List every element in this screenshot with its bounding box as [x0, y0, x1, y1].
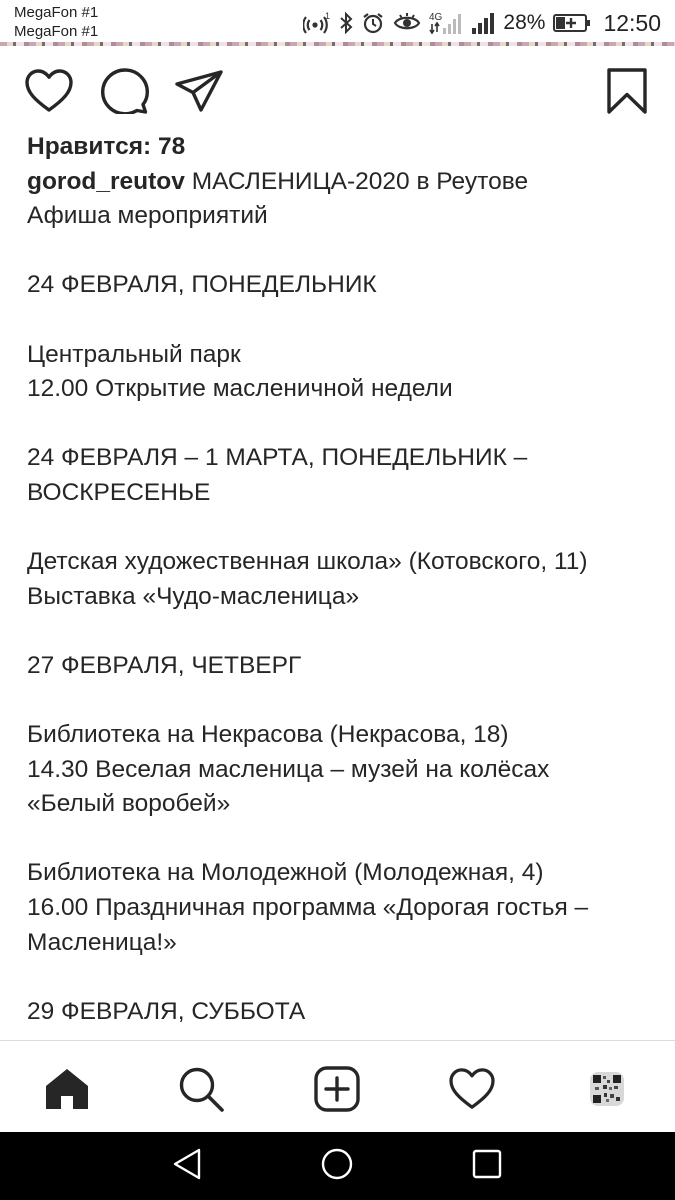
post-actions — [0, 58, 675, 124]
like-heart-icon — [25, 69, 73, 113]
post-details — [27, 130, 652, 1029]
share-button[interactable] — [172, 58, 226, 124]
recents-square-icon — [472, 1149, 502, 1184]
activity-heart-icon — [449, 1068, 495, 1110]
nav-recents-button[interactable] — [467, 1146, 507, 1186]
carrier-1-label: MegaFon #1 — [14, 4, 99, 21]
tab-activity[interactable] — [442, 1059, 502, 1119]
share-direct-icon — [175, 70, 223, 112]
save-button[interactable] — [600, 58, 654, 124]
home-circle-icon — [321, 1148, 353, 1185]
network-type-label: 4G — [429, 12, 443, 23]
home-icon — [44, 1067, 90, 1111]
caption-first-line: МАСЛЕНИЦА-2020 в Реутове — [184, 167, 529, 195]
tab-new-post[interactable] — [307, 1059, 367, 1119]
battery-charging-icon — [553, 13, 591, 33]
tab-profile[interactable] — [577, 1059, 637, 1119]
mobile-data-icon — [429, 10, 463, 36]
svg-text:1: 1 — [325, 11, 331, 21]
search-icon — [178, 1066, 224, 1112]
hotspot-icon — [303, 11, 331, 35]
alarm-icon — [361, 11, 385, 35]
status-icons — [303, 7, 661, 39]
like-button[interactable] — [22, 58, 76, 124]
tab-search[interactable] — [171, 1059, 231, 1119]
post-username[interactable]: gorod_reutov — [27, 167, 185, 195]
bottom-tab-bar — [0, 1040, 675, 1132]
caption-body: Афиша мероприятий 24 ФЕВРАЛЯ, ПОНЕДЕЛЬНИК Центральный парк 12.00 Открытие масленичной недели 24 ФЕВРАЛЯ – 1 МАРТА, ПОНЕДЕЛЬНИК – ВОСКРЕСЕНЬЕ Детская художественная школа» (Котовского, 11) Выставка «Чудо-масленица» 27 ФЕВРАЛЯ, ЧЕТВЕРГ Библиотека на Некрасова (Некрасова, 18) 14.30 Веселая масленица – музей на колёсах «Белый воробей» Библиотека на Молодежной (Молодежная, 4) 16.00 Праздничная программа «Дорогая гостья – Масленица!» 29 ФЕВРАЛЯ, СУББОТА — [27, 202, 589, 1025]
system-navigation-bar — [0, 1132, 675, 1200]
battery-percent: 28% — [503, 11, 546, 34]
carrier-2-label: MegaFon #1 — [14, 23, 99, 40]
status-bar — [0, 0, 675, 46]
nav-home-button[interactable] — [317, 1146, 357, 1186]
eye-comfort-icon — [393, 12, 421, 34]
new-post-icon — [314, 1066, 360, 1112]
photo-edge-strip — [0, 42, 675, 46]
nav-back-button[interactable] — [167, 1146, 207, 1186]
bookmark-icon — [606, 68, 648, 114]
tab-home[interactable] — [37, 1059, 97, 1119]
likes-count[interactable]: Нравится: 78 — [27, 133, 186, 160]
bluetooth-icon — [339, 11, 353, 35]
clock: 12:50 — [603, 9, 661, 36]
back-triangle-icon — [172, 1148, 202, 1185]
comment-icon — [101, 68, 149, 114]
post-caption — [27, 165, 652, 1030]
comment-button[interactable] — [98, 58, 152, 124]
signal-icon — [471, 11, 495, 35]
carrier-labels — [14, 3, 98, 41]
profile-avatar-icon — [590, 1072, 624, 1106]
